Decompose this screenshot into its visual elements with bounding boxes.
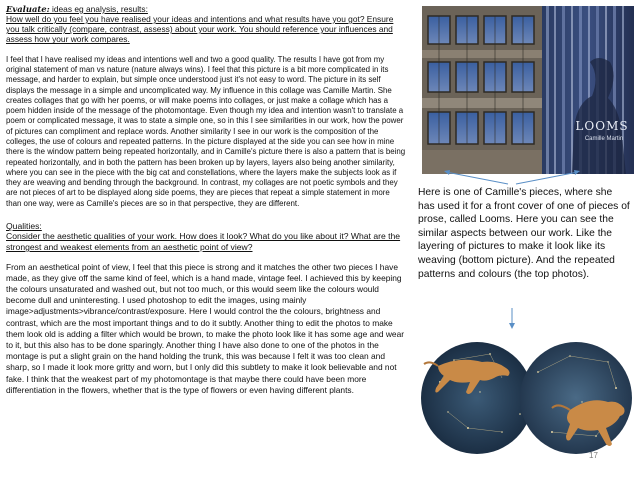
right-star-chart [520, 342, 632, 454]
figure-cats-constellations [420, 332, 634, 465]
evaluate-prompt: How well do you feel you have realised your ideas and intentions and what results have you got? Ensure you talk critically (compare, contrast, assess) about your work. You should reference your influences and assess how your work compares. [6, 14, 394, 45]
qualities-heading: Qualities: [6, 221, 42, 232]
evaluate-heading [6, 4, 406, 14]
evaluate-body: I feel that I have realised my ideas and intentions well and two a good quality. The results I have got from my original statement of man vs nature (nature always wins). I feel that this picture is a bit more complicated in its message, and harder to explain, but simple once understood just it's not easy to word. The picture in its self displays the message in a simple and uncomplicated way. My influence in this collage was Camille Martin. She creates collages that go with her poems, or will make poems into collages, or just make a collage which has a poem hidden inside of the message of the photomontage. Even though my idea and intention wasn't to translate a poem or complicated message, it was to state a simple one, so in this I see similarities in our work, how the power of pictures can compliment and replace words. Another similarity I see in our work is the composition of the colleges, the use of colours and repeated patterns. In the picture displayed at the side you can see how in mine there is the window pattern being repeated horizontally, and in Camille's picture there is also a pattern that is being repeated horizontally, and in both the pattern has been broken up by layers, layers also being another similarity, where you can see in the piece with the big cat and constellations, where the layers make the subjects look as if they are weaving and bending through the background. In contrast, my collages are not poetic symbols and they are not pieces of art to be displayed along side poems, they are pieces that repeat a simple statement in more than one way, were as Camille's pieces are so in that perspective, they are different. [6, 54, 406, 208]
qualities-body: From an aesthetical point of view, I feel that this piece is strong and it matches the other two pieces I have made, as they give off the same kind of feel, which is a hand made, vintage feel. I achieved this by keeping the colours unsaturated and washed out, but not too much, or this would seem like the colours would become dull and uninteresting. I used photoshop to edit the images, using mainly image>adjustments>vibrance/contrast/exposure. Here I would control the the colours, brightness and contrast, which are the most important things and to do it subtly. Another thing to edit the photos to make them look old is adding a filter which would be brown, to make the photo look like it has some age and wear to it, but this also has to be done sparingly. Another thing I have also done to one of the photos in the montage is put a slight grain on the hand holding the trunk, this was because I felt it was too clean and sharp, so I made it look more gritty and worn, but I only did this subtlety to make it look believable and not fake. I think that the weakest part of my photomontage is that maybe there could have been more differentiation in the flowers, whether that is the type of flowers or even having different plants. [6, 261, 405, 395]
text-column [6, 4, 406, 396]
page-number: 17 [589, 451, 598, 460]
cover-author: Camille Martin [584, 136, 624, 142]
evaluate-tag: Evaluate: [6, 4, 50, 14]
figure-caption: Here is one of Camille's pieces, where she has used it for a front cover of one of pieces of prose, called Looms. Here you can see the similar aspects between our work. Like the layering of pictures to make it look like its weaving (bottom picture). And the repeated patterns and colours (the top photos). [418, 187, 630, 280]
figure-facade-and-cover [422, 6, 634, 174]
left-star-chart [421, 342, 533, 454]
evaluate-heading-rest: ideas eg analysis, results: [49, 4, 148, 14]
cover-title: LOOMS [575, 119, 629, 133]
qualities-prompt: Consider the aesthetic qualities of your work. How does it look? What do you like about it? What are the strongest and weakest elements from an aesthetic point of view? [6, 231, 401, 253]
